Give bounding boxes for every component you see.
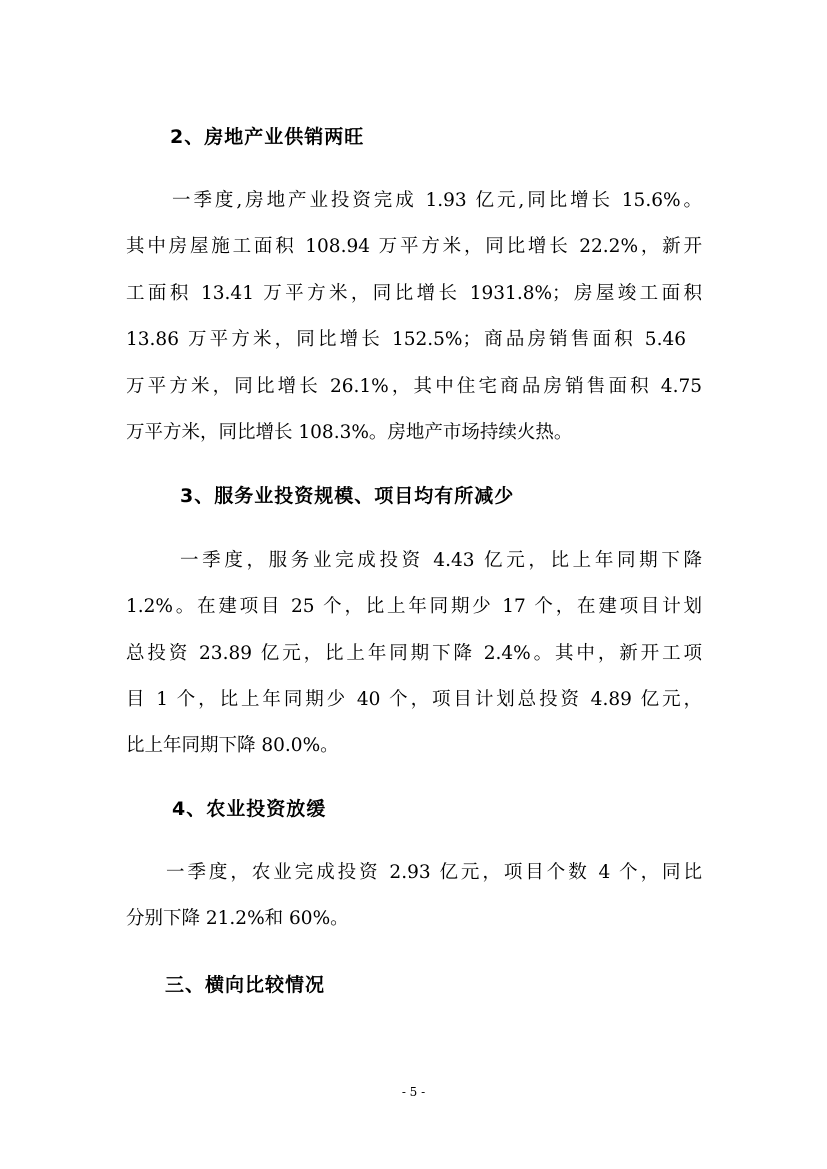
paragraph-line: 工面积 13.41 万平方米，同比增长 1931.8%；房屋竣工面积 — [126, 283, 702, 304]
paragraph-line: 比上年同期下降 80.0%。 — [126, 735, 339, 756]
paragraph-line: 其中房屋施工面积 108.94 万平方米，同比增长 22.2%，新开 — [126, 236, 702, 257]
paragraph-line: 13.86 万平方米，同比增长 152.5%；商品房销售面积 5.46 — [126, 329, 686, 350]
section-heading-horizontal-comparison: 三、横向比较情况 — [165, 974, 326, 996]
paragraph-line: 一季度，农业完成投资 2.93 亿元，项目个数 4 个，同比 — [166, 862, 702, 883]
section-heading-agriculture: 4、农业投资放缓 — [172, 798, 327, 820]
paragraph-line: 一季度，服务业完成投资 4.43 亿元，比上年同期下降 — [180, 550, 702, 571]
paragraph-line: 万平方米，同比增长 108.3%。房地产市场持续火热。 — [126, 422, 573, 443]
paragraph-line: 总投资 23.89 亿元，比上年同期下降 2.4%。其中，新开工项 — [126, 643, 702, 664]
paragraph-line: 目 1 个，比上年同期少 40 个，项目计划总投资 4.89 亿元， — [126, 689, 702, 710]
paragraph-line: 万平方米，同比增长 26.1%，其中住宅商品房销售面积 4.75 — [126, 376, 702, 397]
section-heading-real-estate: 2、房地产业供销两旺 — [170, 126, 365, 148]
paragraph-line: 1.2%。在建项目 25 个，比上年同期少 17 个，在建项目计划 — [126, 596, 702, 617]
page-number: - 5 - — [401, 1085, 426, 1099]
paragraph-line: 分别下降 21.2%和 60%。 — [126, 908, 349, 929]
paragraph-line: 一季度,房地产业投资完成 1.93 亿元,同比增长 15.6%。 — [172, 190, 702, 211]
section-heading-services: 3、服务业投资规模、项目均有所减少 — [180, 485, 515, 507]
